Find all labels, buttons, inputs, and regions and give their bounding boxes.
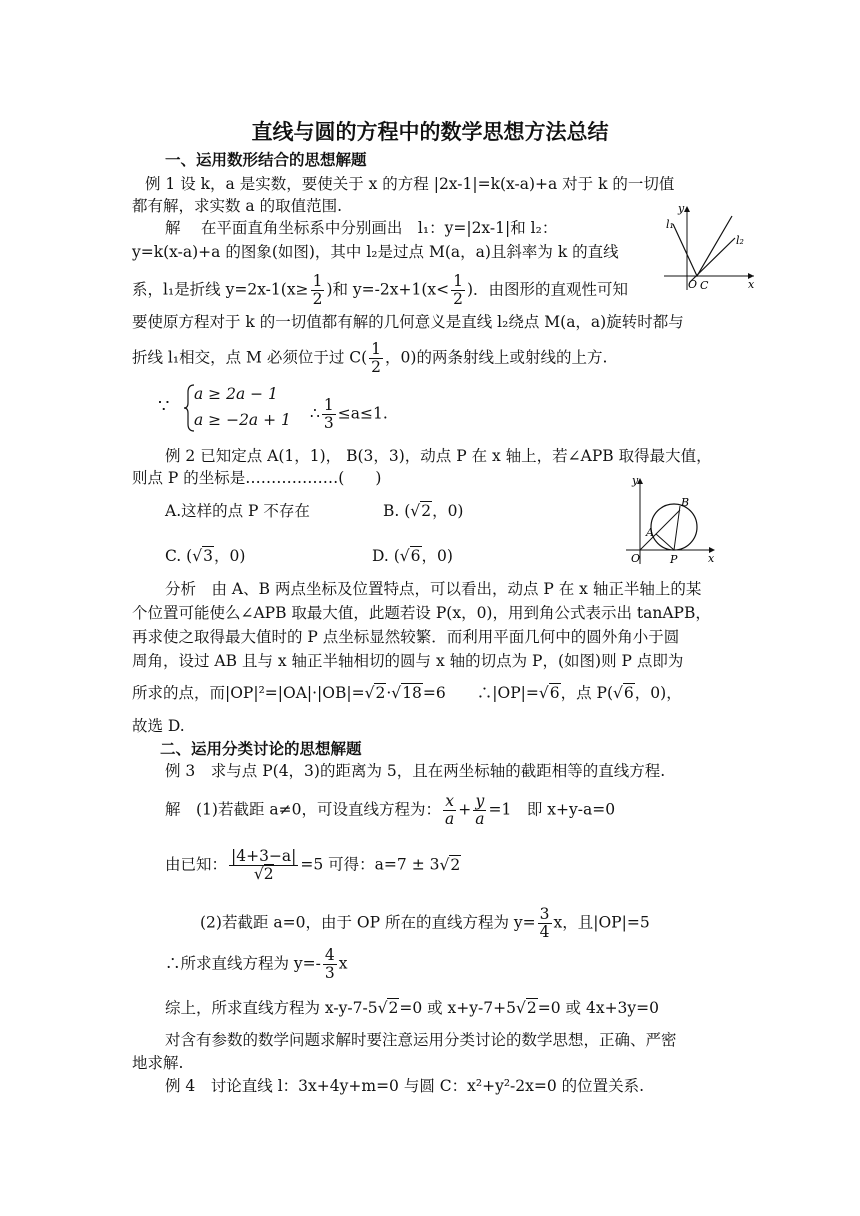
fraction-denominator: a: [444, 810, 455, 828]
text-segment: 综上，所求直线方程为 x-y-7-5: [165, 999, 378, 1017]
sqrt: √2: [439, 855, 461, 874]
radicand: 2: [388, 999, 399, 1017]
fraction-numerator: 1: [312, 272, 323, 290]
fraction-denominator: 3: [324, 964, 335, 982]
x-axis-label: x: [748, 278, 755, 291]
multiply-dot: ·: [386, 684, 392, 702]
fraction-denominator: 2: [312, 290, 323, 308]
fraction-numerator: y: [473, 793, 486, 811]
sqrt: √6: [399, 547, 421, 565]
ex1-solution-line1: 解 在平面直角坐标系中分别画出 l₁：y=|2x-1|和 l₂：: [165, 219, 558, 237]
fraction-numerator: 1: [453, 272, 463, 290]
system-inequality-2: a ≥ −2a + 1: [194, 411, 291, 429]
ex1-solution-line4: 要使原方程对于 k 的一切值都有解的几何意义是直线 l₂绕点 M(a，a)旋转时都与: [132, 313, 684, 331]
ex3-step1: 解 (1)若截距 a≠0，可设直线方程为： $\frac{x}{a}$ + $\frac{y}{a}$ =1 即 x+y-a=0: [165, 792, 616, 828]
text-segment: ，0): [213, 547, 246, 565]
fraction-half: [451, 273, 465, 308]
ex1-result: [310, 397, 388, 432]
point-a-label: A: [646, 526, 654, 539]
text-segment: 折线 l₁相交，点 M 必须位于过 C(: [132, 348, 368, 367]
point-p-label: P: [670, 553, 678, 566]
sqrt: √2: [377, 999, 399, 1017]
text-segment: ≤a≤1.: [337, 404, 388, 423]
radicand: 6: [410, 547, 421, 565]
text-segment: =0 或 4x+3y=0: [537, 999, 660, 1017]
y-axis-label: y: [678, 202, 685, 215]
fraction-numerator: 1: [323, 396, 334, 414]
ex2-line2: 则点 P 的坐标是………………( ): [132, 469, 382, 487]
text-segment: ，0)的两条射线上或射线的上方.: [385, 348, 608, 367]
fraction-numerator: |4+3−a|: [231, 847, 297, 865]
document-title: 直线与圆的方程中的数学思想方法总结: [251, 120, 609, 144]
option-d: [372, 546, 453, 566]
fraction-denominator: 4: [539, 923, 550, 941]
ex1-solution-line2: y=k(x-a)+a 的图象(如图)，其中 l₂是过点 M(a，a)且斜率为 k 的直线: [132, 243, 619, 261]
fraction-half: [311, 273, 325, 308]
ex2-analysis-line3: 再求使之取得最大值时的 P 点坐标显然较繁．而利用平面几何中的圆外角小于圆: [132, 628, 680, 646]
text-segment: =5 可得：a=7 ± 3: [300, 855, 440, 874]
text-segment: (2)若截距 a=0，由于 OP 所在的直线方程为 y=: [200, 913, 536, 932]
fraction-numerator: x: [443, 793, 456, 811]
fraction-distance: [229, 848, 298, 883]
text-segment: ，0): [421, 547, 453, 565]
text-segment: D. (: [372, 547, 400, 565]
option-b: [383, 501, 463, 521]
text-segment: 所求的点，而|OP|²=|OA|·|OB|=: [132, 684, 365, 702]
ex3-line1: 例 3 求与点 P(4，3)的距离为 5，且在两坐标轴的截距相等的直线方程.: [165, 762, 666, 780]
radicand: 2: [263, 865, 274, 883]
origin-label: O: [688, 278, 698, 291]
fraction-denominator: 2: [371, 358, 382, 376]
ex2-analysis-line1: 分析 由 A、B 两点坐标及位置特点，可以看出，动点 P 在 x 轴正半轴上的某: [165, 580, 702, 598]
fraction-denominator: √2: [253, 865, 274, 883]
text-segment: x: [338, 954, 348, 973]
ex3-step2: [165, 848, 461, 883]
radicand: 6: [623, 684, 634, 702]
ex3-step3: [200, 906, 650, 941]
ex2-analysis-line2: 个位置可能使么∠APB 取最大值，此题若设 P(x，0)，用到角公式表示出 tanAPB，: [132, 604, 711, 622]
text-segment: )和 y=-2x+1(x<: [326, 280, 450, 299]
ex3-conclusion: [165, 998, 659, 1018]
fraction-numerator: 3: [539, 905, 550, 923]
text-segment: ∴所求直线方程为 y=-: [165, 954, 321, 973]
text-segment: )．由图形的直观性可知: [467, 280, 629, 299]
ex3-step4: [165, 947, 348, 982]
sqrt: √2: [410, 502, 432, 520]
radicand: 2: [526, 999, 537, 1017]
sqrt: √18: [391, 684, 422, 702]
text-segment: B. (: [383, 502, 411, 520]
fraction-third: [322, 397, 336, 432]
ex3-note-line2: 地求解.: [132, 1054, 184, 1072]
figure-1-graph: [660, 202, 760, 294]
sqrt: √3: [192, 547, 213, 565]
text-segment: x，且|OP|=5: [553, 913, 650, 932]
fraction-denominator: a: [475, 810, 485, 828]
tangent-circle: [651, 504, 697, 550]
radicand: 6: [549, 684, 560, 702]
ex1-line1: 例 1 设 k，a 是实数，要使关于 x 的方程 |2x-1|=k(x-a)+a 对于 k 的一切值: [145, 175, 675, 193]
fraction-denominator: 2: [453, 290, 463, 308]
origin-label: O: [631, 552, 641, 565]
text-segment: 解 (1)若截距 a≠0，可设直线方程为：: [165, 800, 441, 819]
ex4-line1: 例 4 讨论直线 l：3x+4y+m=0 与圆 C：x²+y²-2x=0 的位置关系.: [165, 1077, 645, 1095]
option-c: [165, 546, 245, 566]
sqrt: √2: [364, 684, 386, 702]
therefore-symbol: ∴: [310, 404, 320, 423]
l1-label: l₁: [666, 218, 674, 231]
text-segment: ，点 P(: [560, 684, 614, 702]
ex1-solution-line3: [132, 273, 628, 308]
point-c-label: C: [700, 279, 709, 292]
figure-2-graph: [618, 472, 718, 568]
radicand: 2: [421, 502, 432, 520]
y-axis-label: y: [632, 474, 639, 487]
ex2-analysis-line4: 周角，设过 AB 且与 x 轴正半轴相切的圆与 x 轴的切点为 P，(如图)则 P 点即为: [132, 652, 684, 670]
sqrt: √6: [613, 684, 634, 702]
y-axis-arrow: [684, 206, 690, 212]
radicand: 3: [203, 547, 213, 565]
text-segment: =0 或 x+y-7+5: [399, 999, 516, 1017]
section-heading-2: 二、运用分类讨论的思想解题: [160, 740, 362, 758]
text-segment: =6 ∴|OP|=: [422, 684, 539, 702]
line-l2: [690, 238, 735, 282]
radicand: 18: [402, 684, 422, 702]
text-segment: 由已知：: [165, 855, 228, 874]
ex2-line1: 例 2 已知定点 A(1，1)， B(3，3)，动点 P 在 x 轴上，若∠APB 取得最大值，: [165, 447, 712, 465]
fraction-y-over-a: [473, 793, 486, 828]
x-axis-label: x: [708, 552, 715, 565]
text-segment: ，0)，: [634, 684, 682, 702]
radicand: 2: [450, 855, 461, 874]
ex1-solution-line5: [132, 341, 607, 376]
text-segment: ，0): [432, 502, 464, 520]
radicand: 2: [375, 684, 386, 702]
ex3-note-line1: 对含有参数的数学问题求解时要注意运用分类讨论的数学思想，正确、严密: [165, 1031, 677, 1049]
ex1-line2: 都有解，求实数 a 的取值范围.: [132, 197, 343, 215]
sqrt: √6: [538, 684, 560, 702]
because-symbol: ∵: [158, 396, 170, 417]
ex2-analysis-line5: [132, 683, 682, 703]
sqrt: √2: [516, 999, 537, 1017]
option-a: A.这样的点 P 不存在: [165, 502, 310, 520]
fraction-four-thirds: [323, 947, 337, 982]
line-l1: [673, 216, 732, 276]
ex2-analysis-line6: 故选 D.: [132, 717, 185, 735]
text-segment: =1 即 x+y-a=0: [488, 800, 616, 819]
point-b-label: B: [681, 496, 690, 509]
text-segment: 系，l₁是折线 y=2x-1(x≥: [132, 280, 309, 299]
fraction-x-over-a: [443, 793, 456, 828]
fraction-numerator: 1: [371, 340, 382, 358]
fraction-denominator: 3: [323, 414, 334, 432]
fraction-numerator: 4: [324, 946, 335, 964]
section-heading-1: 一、运用数形结合的思想解题: [165, 151, 367, 169]
text-segment: C. (: [165, 547, 193, 565]
fraction-three-quarters: [538, 906, 552, 941]
system-inequality-1: a ≥ 2a − 1: [194, 385, 278, 403]
fraction-half: [369, 341, 383, 376]
l2-label: l₂: [736, 234, 744, 247]
